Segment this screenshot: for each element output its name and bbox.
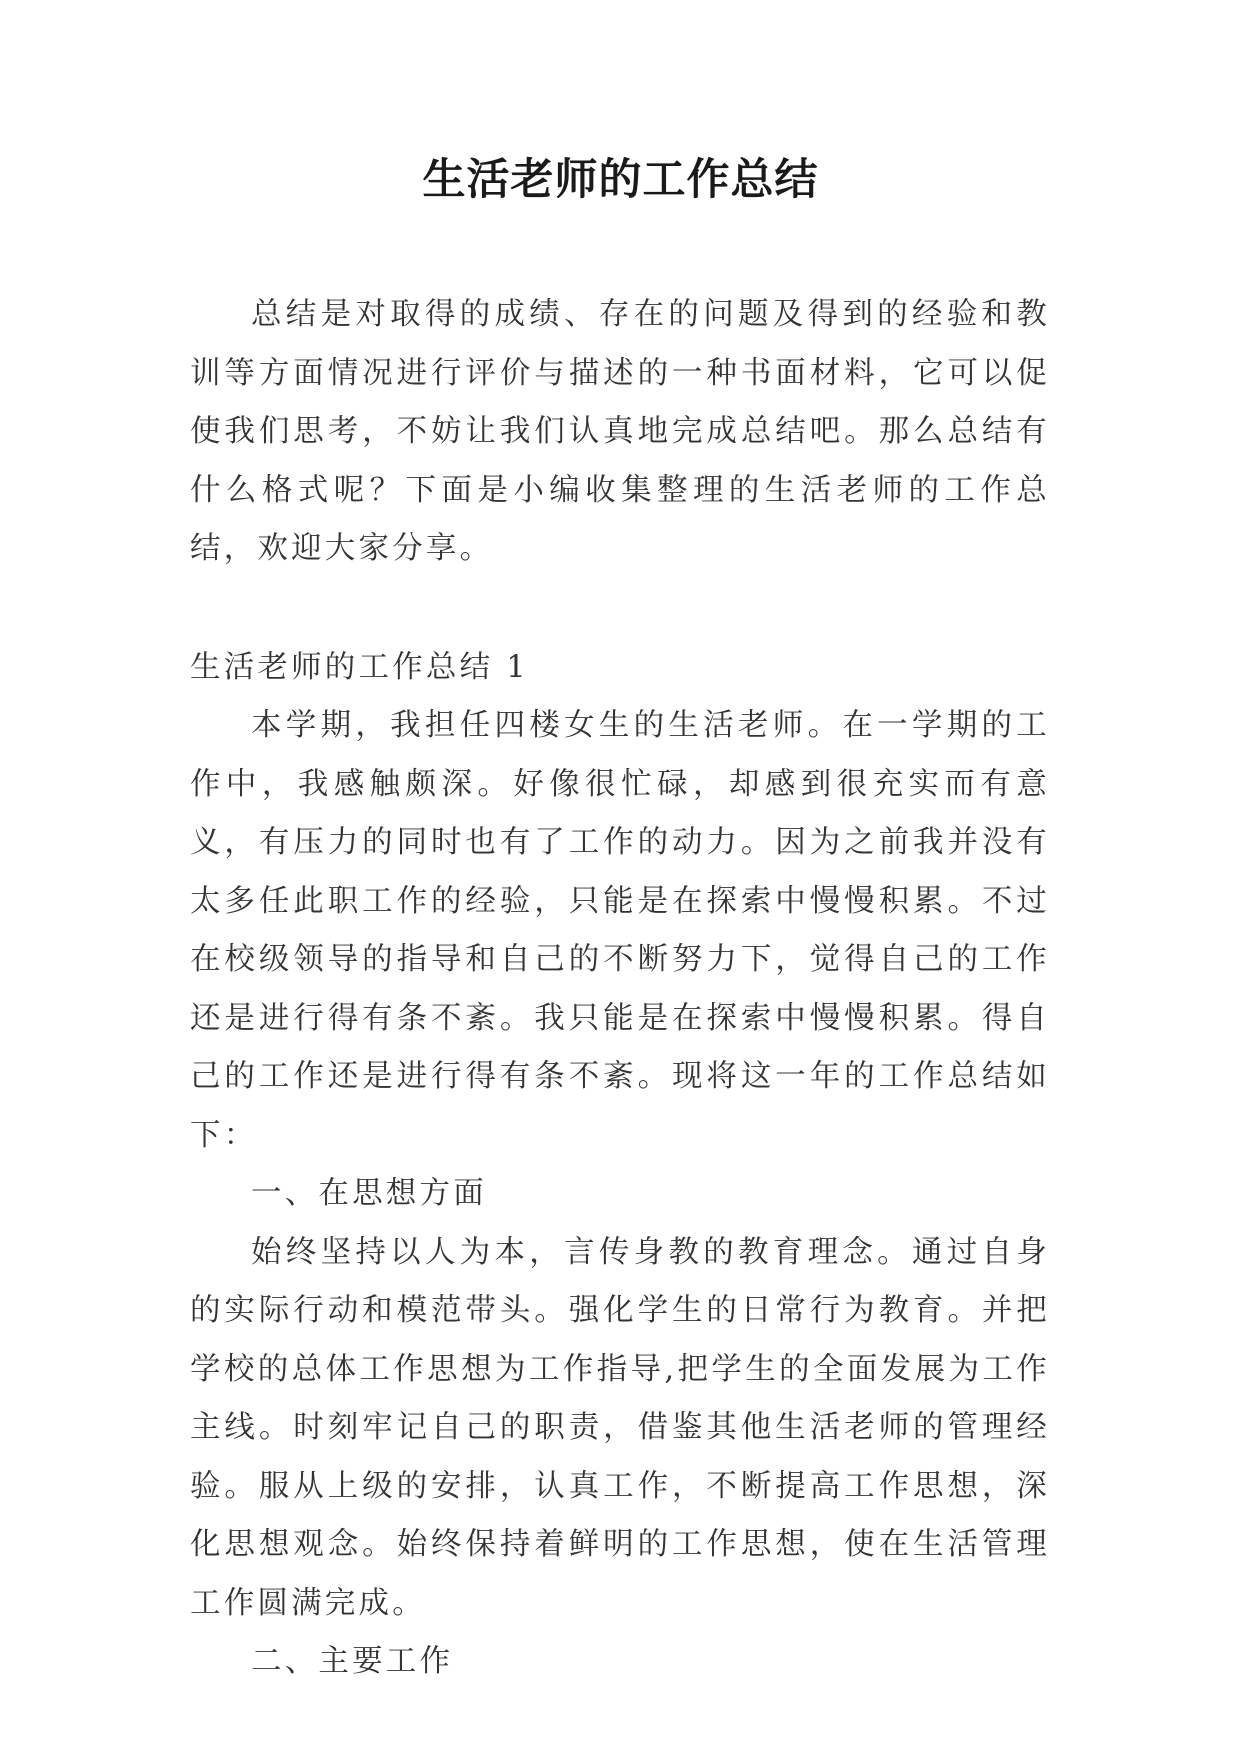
intro-paragraph: 总结是对取得的成绩、存在的问题及得到的经验和教训等方面情况进行评价与描述的一种书面材料，它可以促使我们思考，不妨让我们认真地完成总结吧。那么总结有什么格式呢？下面是小编收集整理的生活老师的工作总结，欢迎大家分享。 — [190, 297, 1050, 566]
body-paragraph: 始终坚持以人为本，言传身教的教育理念。通过自身的实际行动和模范带头。强化学生的日常行为教育。并把学校的总体工作思想为工作指导,把学生的全面发展为工作主线。时刻牢记自己的职责，借鉴其他生活老师的管理经验。服从上级的安排，认真工作，不断提高工作思想，深化思想观念。始终保持着鲜明的工作思想，使在生活管理工作圆满完成。 — [190, 1234, 1050, 1621]
section-heading: 生活老师的工作总结 1 — [190, 649, 529, 685]
document-title: 生活老师的工作总结 — [422, 155, 819, 205]
subheading-thought: 一、在思想方面 — [251, 1176, 487, 1211]
body-paragraph: 本学期，我担任四楼女生的生活老师。在一学期的工作中，我感触颇深。好像很忙碌，却感到很充实而有意义，有压力的同时也有了工作的动力。因为之前我并没有太多任此职工作的经验，只能是在探索中慢慢积累。不过在校级领导的指导和自己的不断努力下，觉得自己的工作还是进行得有条不紊。我只能是在探索中慢慢积累。得自己的工作还是进行得有条不紊。现将这一年的工作总结如下： — [190, 708, 1050, 1153]
subheading-main-work: 二、主要工作 — [251, 1644, 454, 1679]
document-body — [190, 286, 1050, 1692]
